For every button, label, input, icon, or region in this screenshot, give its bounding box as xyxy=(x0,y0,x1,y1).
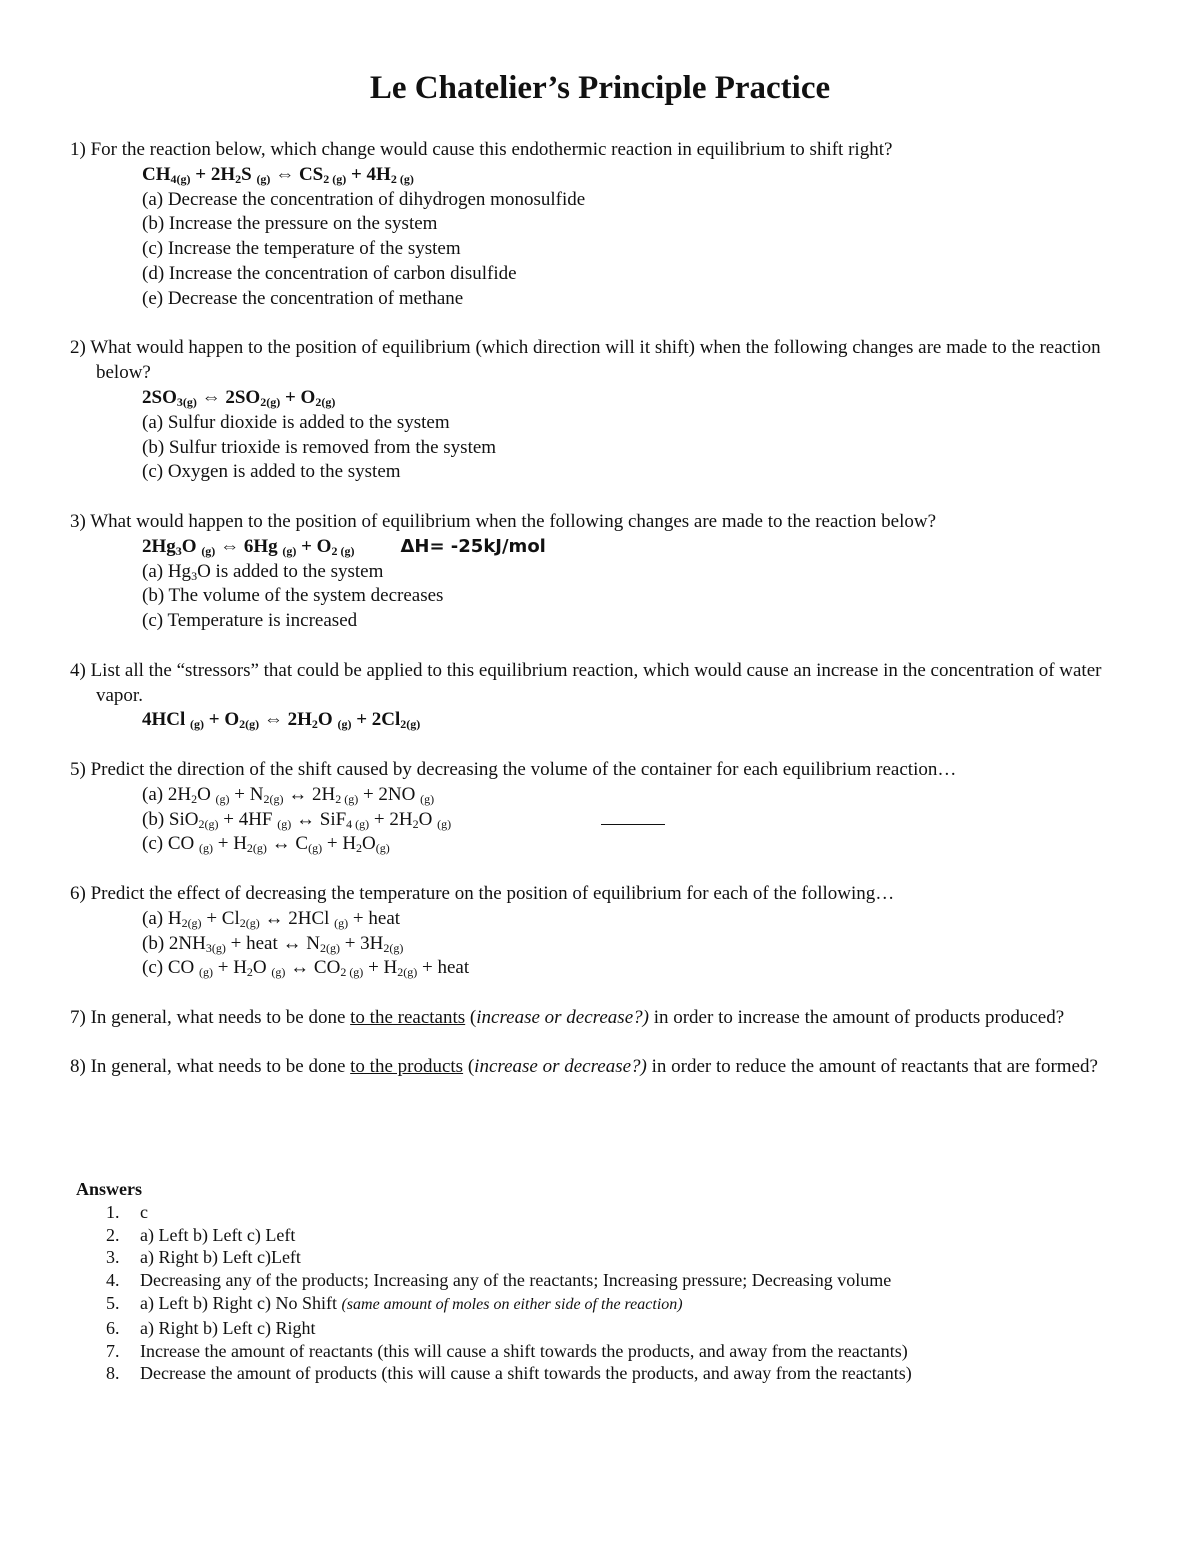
question-6-choice-c: (c) CO $_{(g)} + H_2O$ $_{(g)}$ ↔ $CO_{2 (g)} + H_{2(g)}$ + heat xyxy=(142,957,470,980)
question-2-equation: $2SO_{3(g)}$ ⇔ $2SO_{2(g)} + O_{2(g)}$ xyxy=(142,386,336,409)
question-3-text: 3) What would happen to the position of equilibrium when the following changes are made to the reaction below? xyxy=(70,510,937,532)
question-2-text: 2) What would happen to the position of equilibrium (which direction will it shift) when the following changes are made to the reaction below? xyxy=(70,337,1101,384)
question-1-choice-a: (a) Decrease the concentration of dihydrogen monosulfide xyxy=(142,188,586,210)
answer-item: 8. Decrease the amount of products (this will cause a shift towards the products, and away from the reactants) xyxy=(106,1363,912,1384)
question-4 xyxy=(70,659,1135,733)
page-title: Le Chatelier’s Principle Practice xyxy=(369,70,831,106)
question-5-text: 5) Predict the direction of the shift caused by decreasing the volume of the container for each equilibrium reaction… xyxy=(70,758,957,780)
question-6 xyxy=(70,882,1135,981)
answer-item: 3. a) Right b) Left c)Left xyxy=(106,1247,301,1268)
answer-item: 6. a) Right b) Left c) Right xyxy=(106,1317,316,1338)
answers-title: Answers xyxy=(76,1179,142,1199)
question-7 xyxy=(70,1006,1135,1031)
answers-section xyxy=(76,1178,912,1385)
question-2-choice-b: (b) Sulfur trioxide is removed from the system xyxy=(142,436,497,458)
question-5 xyxy=(70,758,1135,857)
question-8 xyxy=(70,1055,1135,1080)
question-7-text: 7) In general, what needs to be done to the reactants (increase or decrease?) in order to increase the amount of products produced? xyxy=(70,1006,1065,1028)
question-4-equation: 4HCl $_{(g)} + O_{2(g)}$ ⇔ $2H_2O$ $_{(g)} + 2Cl_{2(g)}$ xyxy=(142,709,421,732)
question-3-delta-h: ΔH= -25kJ/mol xyxy=(400,535,546,557)
question-5-choice-b: (b) SiO$_{2(g)}$ + 4HF $_{(g)}$ ↔ $SiF_{4 (g)} + 2H_2O$ $_{(g)}$ xyxy=(70,808,1135,833)
question-2 xyxy=(70,336,1135,485)
question-1-choice-c: (c) Increase the temperature of the system xyxy=(142,238,461,260)
question-3-equation: $2Hg_3O$ $_{(g)}$ ⇔ 6Hg $_{(g)} + O_{2 (g)}$ ΔH= -25kJ/mol xyxy=(142,535,546,558)
answer-blank-line xyxy=(601,812,665,825)
question-1-equation: $CH_{4(g)} + 2H_2S$ $_{(g)}$ ⇔ $CS_{2 (g)} + 4H_{2 (g)}$ xyxy=(142,163,414,186)
question-2-choice-c: (c) Oxygen is added to the system xyxy=(142,461,401,483)
answer-item: 4. Decreasing any of the products; Increasing any of the reactants; Increasing pressure; Decreasing volume xyxy=(106,1270,892,1291)
question-6-choice-a: (a) $H_{2(g)} + Cl_{2(g)}$ ↔ 2HCl $_{(g)}$ + heat xyxy=(142,907,401,930)
question-3-choice-a: (a) $Hg_3O$ is added to the system xyxy=(142,560,384,583)
question-5-choice-c: (c) CO $_{(g)} + H_{2(g)}$ ↔ $C_{(g)} + H_2O_{(g)}$ xyxy=(142,833,390,856)
question-1-text: 1) For the reaction below, which change would cause this endothermic reaction in equilibrium to shift right? xyxy=(70,139,893,160)
question-1-choice-e: (e) Decrease the concentration of methane xyxy=(142,287,464,309)
answer-item: 7. Increase the amount of reactants (this will cause a shift towards the products, and away from the reactants) xyxy=(106,1340,908,1361)
question-6-text: 6) Predict the effect of decreasing the temperature on the position of equilibrium for each of the following… xyxy=(70,882,895,904)
answer-item: 5. a) Left b) Right c) No Shift (same amount of moles on either side of the reaction) xyxy=(106,1292,683,1313)
answer-item: 1. c xyxy=(106,1201,148,1222)
questions xyxy=(70,138,1135,1105)
question-2-choice-a: (a) Sulfur dioxide is added to the system xyxy=(142,411,450,433)
question-3-choice-c: (c) Temperature is increased xyxy=(142,610,358,632)
answers-list xyxy=(76,1201,912,1385)
question-6-choice-b: (b) $2NH_{3(g)}$ + heat ↔ $N_{2(g)} + 3H_{2(g)}$ xyxy=(142,932,404,955)
question-4-text: 4) List all the “stressors” that could be applied to this equilibrium reaction, which would cause an increase in the concentration of water vapor. xyxy=(70,659,1102,706)
question-1-choice-b: (b) Increase the pressure on the system xyxy=(142,213,438,235)
answer-item: 2. a) Left b) Left c) Left xyxy=(106,1224,296,1245)
question-5-choice-a: (a) $2H_2O$ $_{(g)} + N_{2(g)}$ ↔ $2H_{2 (g)} + 2NO$ $_{(g)}$ xyxy=(142,783,435,806)
question-1 xyxy=(70,138,1135,312)
question-1-choice-d: (d) Increase the concentration of carbon disulfide xyxy=(142,262,517,284)
question-8-text: 8) In general, what needs to be done to the products (increase or decrease?) in order to reduce the amount of reactants that are formed? xyxy=(70,1056,1098,1078)
question-3-choice-b: (b) The volume of the system decreases xyxy=(142,585,444,607)
question-3 xyxy=(70,510,1135,634)
